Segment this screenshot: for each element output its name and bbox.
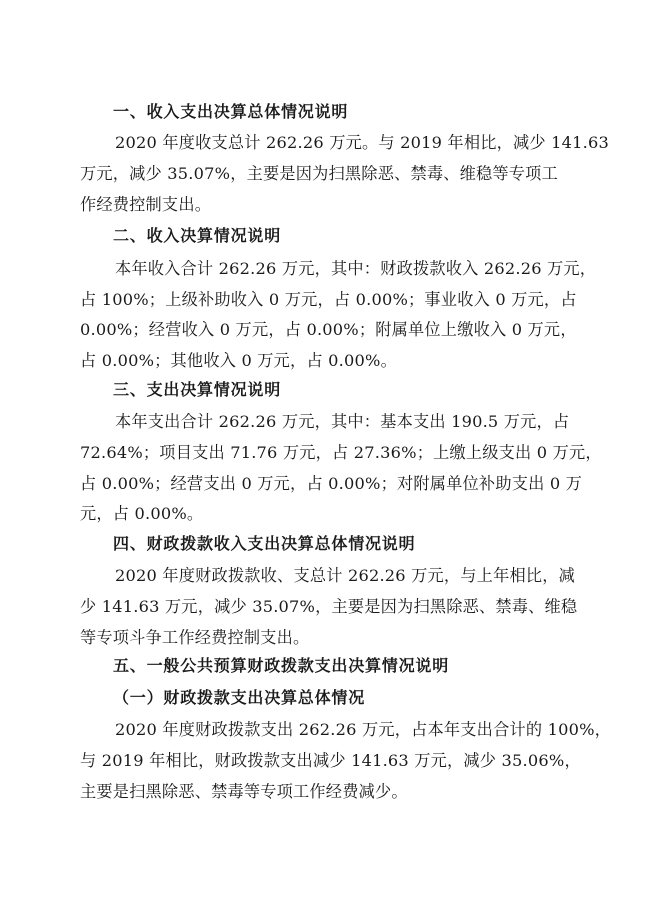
paragraph-line: 本年支出合计 262.26 万元，其中：基本支出 190.5 万元，占 [115,412,570,431]
section-4-heading: 四、财政拨款收入支出决算总体情况说明 [113,534,416,553]
paragraph-line: 等专项斗争工作经费控制支出。 [80,628,310,647]
paragraph-line: 72.64%；项目支出 71.76 万元，占 27.36%；上缴上级支出 0 万元， [80,443,602,462]
paragraph-line: 作经费控制支出。 [80,195,212,214]
paragraph-line: 万元，减少 35.07%，主要是因为扫黑除恶、禁毒、维稳等专项工 [80,164,558,183]
section-3-heading: 三、支出决算情况说明 [113,380,282,399]
section-1-heading: 一、收入支出决算总体情况说明 [113,102,349,121]
paragraph-line: 占 100%；上级补助收入 0 万元，占 0.00%；事业收入 0 万元，占 [80,290,577,309]
section-2-heading: 二、收入决算情况说明 [113,226,282,245]
paragraph-line: 本年收入合计 262.26 万元，其中：财政拨款收入 262.26 万元， [115,259,597,278]
section-5-heading: 五、一般公共预算财政拨款支出决算情况说明 [113,656,450,675]
paragraph-line: 主要是扫黑除恶、禁毒等专项工作经费减少。 [80,782,408,801]
paragraph-line: 2020 年度收支总计 262.26 万元。与 2019 年相比，减少 141.63 [115,133,609,152]
paragraph-line: 少 141.63 万元，减少 35.07%，主要是因为扫黑除恶、禁毒、维稳 [80,597,578,616]
subsection-1-heading: （一）财政拨款支出决算总体情况 [113,688,366,707]
paragraph-line: 0.00%；经营收入 0 万元，占 0.00%；附属单位上缴收入 0 万元， [80,320,577,339]
paragraph-line: 2020 年度财政拨款收、支总计 262.26 万元，与上年相比，减 [115,566,576,585]
paragraph-line: 与 2019 年相比，财政拨款支出减少 141.63 万元，减少 35.06%， [80,751,581,770]
paragraph-line: 占 0.00%；其他收入 0 万元，占 0.00%。 [80,351,397,370]
paragraph-line: 元，占 0.00%。 [80,504,204,523]
paragraph-line: 2020 年度财政拨款支出 262.26 万元，占本年支出合计的 100%， [115,720,612,739]
paragraph-line: 占 0.00%；经营支出 0 万元，占 0.00%；对附属单位补助支出 0 万 [80,474,583,493]
